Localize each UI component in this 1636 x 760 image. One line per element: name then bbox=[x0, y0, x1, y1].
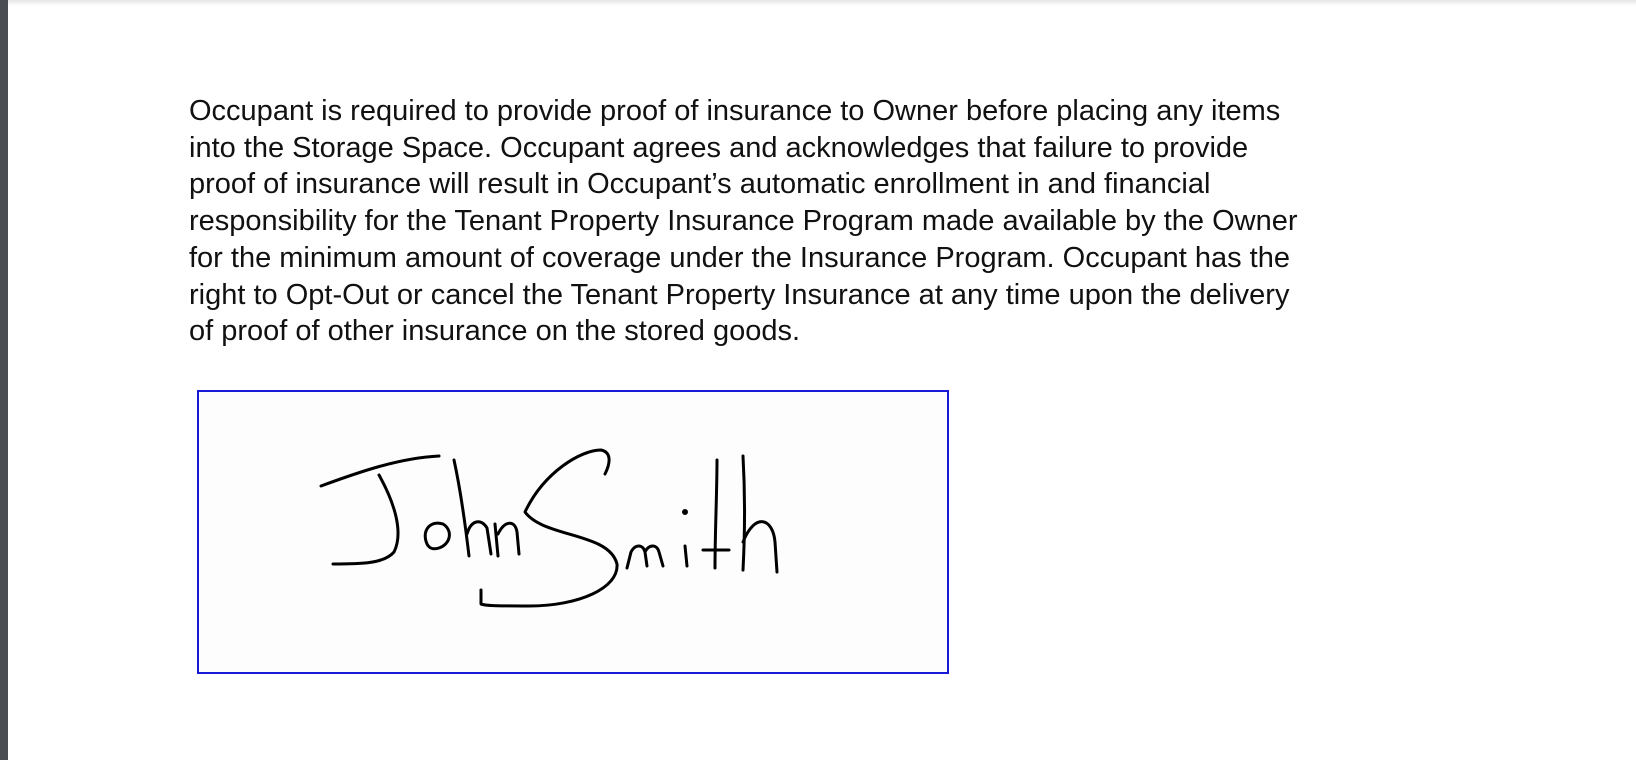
signature-stroke-h bbox=[454, 460, 491, 556]
signature-box[interactable] bbox=[197, 390, 949, 674]
signature-image bbox=[199, 392, 947, 672]
signature-stroke-h2 bbox=[743, 456, 777, 572]
signature-stroke-m bbox=[627, 546, 663, 568]
signature-stroke-i bbox=[685, 546, 687, 566]
viewer-left-edge bbox=[0, 0, 8, 760]
signature-stroke-j-stem bbox=[333, 475, 398, 564]
signature-stroke-n bbox=[495, 523, 519, 556]
signature-stroke-t bbox=[703, 460, 729, 568]
signature-stroke-j-top bbox=[321, 456, 439, 486]
signature-dot-i bbox=[684, 511, 687, 514]
signature-stroke-o bbox=[425, 523, 449, 549]
insurance-paragraph: Occupant is required to provide proof of insurance to Owner before placing any items into the Storage Space. Occupant agrees and acknowledges that failure to provide proof of insurance will result in Occupant’s automatic enrollment in and financial responsibility for the Tenant Property Insurance Program made available by the Owner for the minimum amount of coverage under the Insurance Program. Occupant has the right to Opt-Out or cancel the Tenant Property Insurance at any time upon the delivery of proof of other insurance on the stored goods. bbox=[189, 95, 1298, 348]
